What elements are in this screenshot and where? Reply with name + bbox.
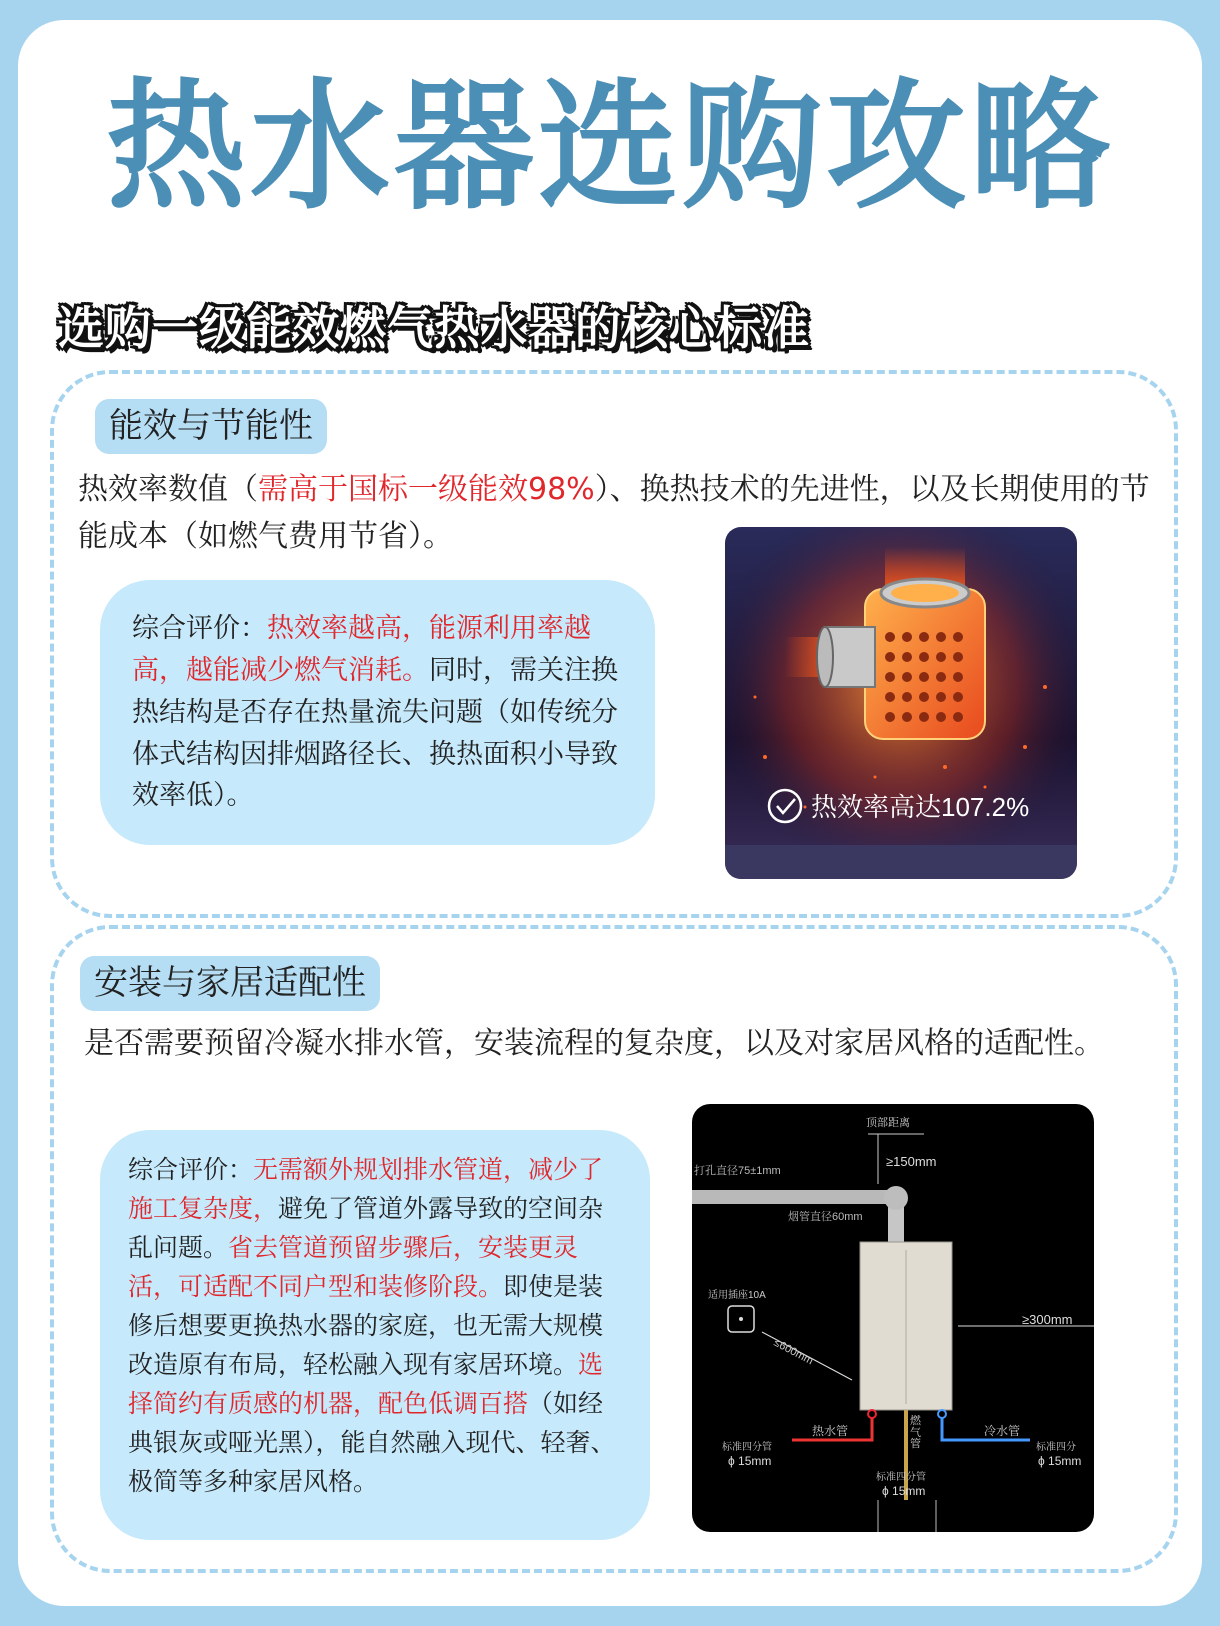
section-tag-installation: 安装与家居适配性 [80, 956, 380, 1011]
page-title: 热水器选购攻略 [105, 66, 1114, 229]
eval-highlight-2b: 省去管道预留步骤后，安装更灵活，可适配不同户型和装修阶段。 [128, 1233, 579, 1301]
side-distance: ≥300mm [1022, 1312, 1073, 1327]
std-pipe-right-size: ϕ 15mm [1038, 1454, 1082, 1468]
gas-pipe-label: 燃气管 [910, 1415, 921, 1451]
hot-pipe-label: 热水管 [812, 1424, 849, 1438]
eval-mid-2a: 避免了管道外露导致的空间杂乱问题。 [128, 1194, 604, 1262]
eval-label: 综合评价： [132, 613, 267, 644]
section-tag-energy: 能效与节能性 [95, 399, 327, 454]
std-pipe-right-label: 标准四分 [1036, 1442, 1076, 1453]
eval-highlight: 热效率越高，能源利用率越高，越能减少燃气消耗。 [132, 613, 591, 686]
page-subtitle: 选购一级能效燃气热水器的核心标准 [58, 301, 810, 355]
eval-rest: 同时，需关注换热结构是否存在热量流失问题（如传统分体式结构因排烟路径长、换热面积小导致效率低）。 [132, 654, 618, 812]
cold-pipe-label: 冷水管 [984, 1424, 1021, 1438]
efficiency-caption: 热效率高达107.2% [811, 792, 1030, 822]
installation-evaluation-bubble [100, 1130, 650, 1540]
socket-distance: ≤600mm [771, 1336, 816, 1368]
eval-mid-2b: 即使是装修后想要更换热水器的家庭，也无需大规模改造原有布局，轻松融入现有家居环境。 [128, 1272, 604, 1379]
std-pipe-left-size: ϕ 15mm [728, 1454, 772, 1468]
energy-desc-prefix: 热效率数值（ [78, 472, 258, 507]
eval-highlight-2c: 选择简约有质感的机器，配色低调百搭 [128, 1350, 604, 1418]
top-distance-value: ≥150mm [886, 1154, 937, 1169]
energy-desc-highlight: 需高于国标一级能效98% [258, 472, 595, 507]
top-distance-label: 顶部距离 [866, 1117, 910, 1129]
eval-highlight-2a: 无需额外规划排水管道，减少了施工复杂度， [128, 1155, 604, 1223]
std-pipe-center-size: ϕ 15mm [882, 1484, 926, 1498]
std-pipe-left-label: 标准四分管 [722, 1442, 772, 1453]
socket-label: 适用插座10A [708, 1290, 766, 1301]
installation-description: 是否需要预留冷凝水排水管，安装流程的复杂度，以及对家居风格的适配性。 [84, 1026, 1104, 1061]
installation-diagram [692, 1104, 1094, 1532]
eval-end-2: （如经典银灰或哑光黑），能自然融入现代、轻奢、极简等多种家居风格。 [128, 1389, 616, 1496]
pipe-diameter-label: 烟管直径60mm [788, 1211, 863, 1223]
heat-exchanger-illustration [725, 527, 1077, 879]
energy-desc-suffix: ）、换热技术的先进性，以及长期使用的节能成本（如燃气费用节省）。 [78, 472, 1150, 555]
heat-exchanger-image [725, 527, 1077, 879]
hole-diameter-label: 打孔直径75±1mm [694, 1165, 781, 1177]
std-pipe-center-label: 标准四分管 [876, 1472, 926, 1483]
eval-label-2: 综合评价： [128, 1155, 254, 1184]
energy-evaluation-bubble [100, 580, 655, 845]
